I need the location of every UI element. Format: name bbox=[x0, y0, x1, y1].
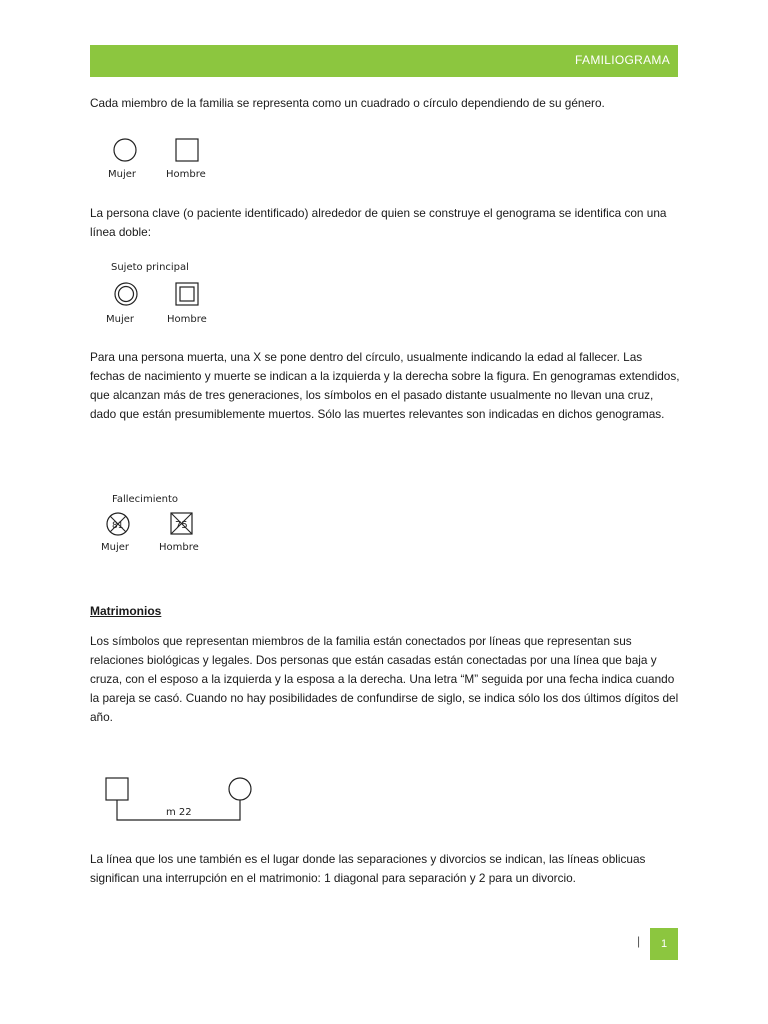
paragraph-death: Para una persona muerta, una X se pone dentro del círculo, usualmente indicando la edad al fallecer. Las fechas de nacimiento y muerte se indican a la izquierda y la derecha sobre la figura. En genogramas extendidos, que alcanzan más de tres generaciones, los símbolos en el pasado distante usualmente no llevan una cruz, dado que están presumiblemente muertos. Sólo las muertes relevantes son indicadas en dichos genogramas. bbox=[90, 350, 680, 421]
header-title: FAMILIOGRAMA bbox=[575, 53, 670, 67]
page-number: 1 bbox=[660, 938, 668, 950]
page-number-badge bbox=[650, 928, 678, 960]
key-male-label: Hombre bbox=[167, 314, 207, 325]
male-age: 75 bbox=[175, 520, 188, 531]
paragraph-marriage: Los símbolos que representan miembros de la familia están conectados por líneas que representan sus relaciones biológicas y legales. Dos personas que están casadas están conectadas por una línea que baja y cruza, con el esposo a la izquierda y la esposa a la derecha. Una letra “M” seguida por una fecha indica cuando la pareja se casó. Cuando no hay posibilidades de confundirse de siglo, se indica sólo los dos últimos dígitos del año. bbox=[90, 634, 679, 724]
wife-circle bbox=[229, 778, 251, 800]
marriage-date-label: m 22 bbox=[166, 807, 192, 818]
section-heading-matrimonios: Matrimonios bbox=[90, 604, 162, 618]
death-figure bbox=[100, 488, 220, 558]
key-female-label: Mujer bbox=[106, 314, 135, 325]
death-title: Fallecimiento bbox=[112, 494, 178, 505]
header-bar bbox=[90, 45, 678, 77]
key-male-outer-square bbox=[176, 283, 198, 305]
paragraph-divorce: La línea que los une también es el lugar donde las separaciones y divorcios se indican, las líneas oblicuas significan una interrupción en el matrimonio: 1 diagonal para separación y 2 para un divorcio. bbox=[90, 852, 646, 885]
key-male-inner-square bbox=[180, 287, 194, 301]
male-square-symbol bbox=[176, 139, 198, 161]
gender-symbols-figure bbox=[100, 135, 220, 185]
marriage-figure bbox=[100, 770, 260, 825]
male-label: Hombre bbox=[166, 169, 206, 180]
key-female-inner-circle bbox=[119, 287, 134, 302]
husband-square bbox=[106, 778, 128, 800]
death-female-label: Mujer bbox=[101, 542, 130, 553]
key-person-title: Sujeto principal bbox=[111, 262, 189, 273]
female-age: 81 bbox=[112, 521, 124, 531]
key-person-figure bbox=[100, 256, 230, 331]
page-separator: | bbox=[637, 934, 641, 948]
female-circle-symbol bbox=[114, 139, 136, 161]
female-label: Mujer bbox=[108, 169, 137, 180]
paragraph-key-person: La persona clave (o paciente identificado) alrededor de quien se construye el genograma se identifica con una línea doble: bbox=[90, 206, 667, 239]
paragraph-gender: Cada miembro de la familia se representa como un cuadrado o círculo dependiendo de su género. bbox=[90, 96, 605, 110]
death-male-label: Hombre bbox=[159, 542, 199, 553]
